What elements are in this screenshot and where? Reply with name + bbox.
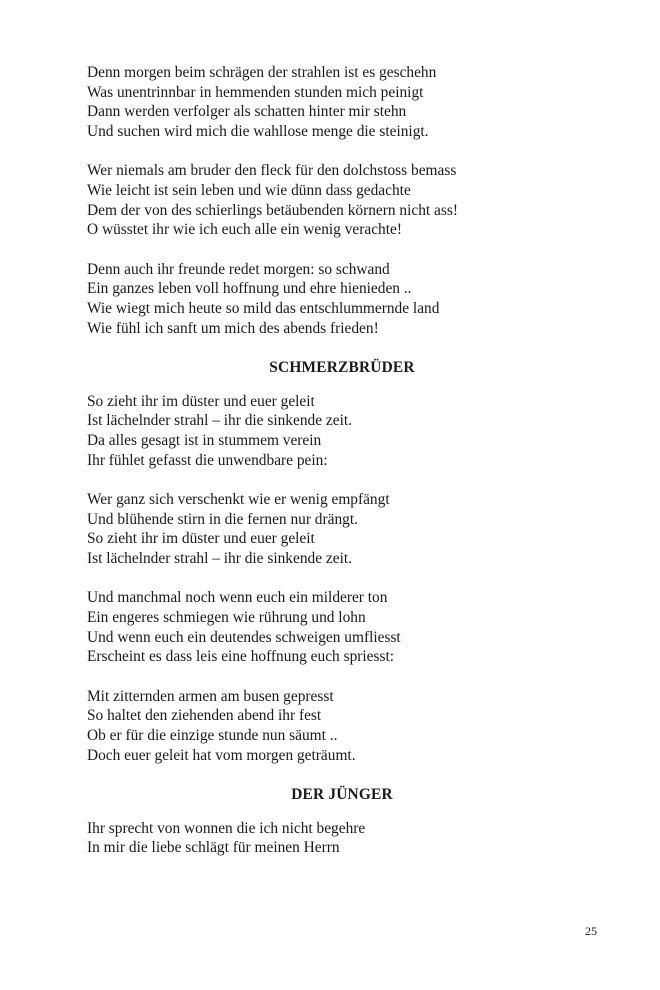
stanza bbox=[87, 161, 597, 239]
verse-line: Wie fühl ich sanft um mich des abends frieden! bbox=[87, 319, 379, 337]
verse-line: Ein engeres schmiegen wie rührung und lohn bbox=[87, 609, 366, 627]
verse-line: Ein ganzes leben voll hoffnung und ehre hienieden .. bbox=[87, 280, 412, 298]
stanza bbox=[87, 490, 597, 568]
stanza bbox=[87, 819, 597, 858]
verse-line: So haltet den ziehenden abend ihr fest bbox=[87, 707, 322, 725]
stanza bbox=[87, 63, 597, 141]
verse-line: So zieht ihr im düster und euer geleit bbox=[87, 530, 315, 548]
page-body bbox=[87, 63, 597, 878]
verse-line: Dem der von des schierlings betäubenden körnern nicht ass! bbox=[87, 201, 458, 219]
verse-line: Wer niemals am bruder den fleck für den dolchstoss bemass bbox=[87, 162, 457, 180]
verse-line: Denn morgen beim schrägen der strahlen ist es geschehn bbox=[87, 64, 437, 81]
verse-line: Dann werden verfolger als schatten hinter mir stehn bbox=[87, 103, 407, 121]
verse-line: Erscheint es dass leis eine hoffnung euch spriesst: bbox=[87, 648, 395, 666]
stanza bbox=[87, 260, 597, 338]
verse-line: Mit zitternden armen am busen gepresst bbox=[87, 687, 334, 705]
verse-line: So zieht ihr im düster und euer geleit bbox=[87, 392, 315, 410]
verse-line: Und manchmal noch wenn euch ein milderer ton bbox=[87, 589, 388, 607]
verse-line: O wüsstet ihr wie ich euch alle ein wenig verachte! bbox=[87, 221, 402, 239]
poem-schmerzbrueder bbox=[87, 358, 597, 765]
verse-line: Und wenn euch ein deutendes schweigen umfliesst bbox=[87, 628, 401, 646]
verse-line: Ihr fühlet gefasst die unwendbare pein: bbox=[87, 451, 328, 469]
stanza bbox=[87, 687, 597, 765]
stanza bbox=[87, 588, 597, 666]
verse-line: Ob er für die einzige stunde nun säumt .. bbox=[87, 727, 338, 745]
verse-line: In mir die liebe schlägt für meinen Herrn bbox=[87, 839, 340, 857]
verse-line: Und blühende stirn in die fernen nur drängt. bbox=[87, 510, 358, 528]
verse-line: Und suchen wird mich die wahllose menge die steinigt. bbox=[87, 122, 429, 140]
verse-line: Denn auch ihr freunde redet morgen: so schwand bbox=[87, 260, 390, 278]
verse-line: Wie wiegt mich heute so mild das entschlummernde land bbox=[87, 299, 440, 317]
verse-line: Doch euer geleit hat vom morgen geträumt. bbox=[87, 746, 356, 764]
verse-line: Ist lächelnder strahl – ihr die sinkende zeit. bbox=[87, 549, 352, 567]
poem-title: SCHMERZBRÜDER bbox=[269, 359, 415, 377]
verse-line: Wer ganz sich verschenkt wie er wenig empfängt bbox=[87, 491, 390, 509]
poem-continuation bbox=[87, 63, 597, 338]
verse-line: Ist lächelnder strahl – ihr die sinkende zeit. bbox=[87, 412, 352, 430]
verse-line: Ihr sprecht von wonnen die ich nicht begehre bbox=[87, 819, 366, 837]
poem-title: DER JÜNGER bbox=[291, 786, 393, 804]
stanza bbox=[87, 392, 597, 470]
poem-der-juenger bbox=[87, 785, 597, 858]
verse-line: Was unentrinnbar in hemmenden stunden mich peinigt bbox=[87, 83, 424, 101]
verse-line: Wie leicht ist sein leben und wie dünn dass gedachte bbox=[87, 181, 411, 199]
verse-line: Da alles gesagt ist in stummem verein bbox=[87, 431, 322, 449]
page-number: 25 bbox=[585, 924, 597, 938]
